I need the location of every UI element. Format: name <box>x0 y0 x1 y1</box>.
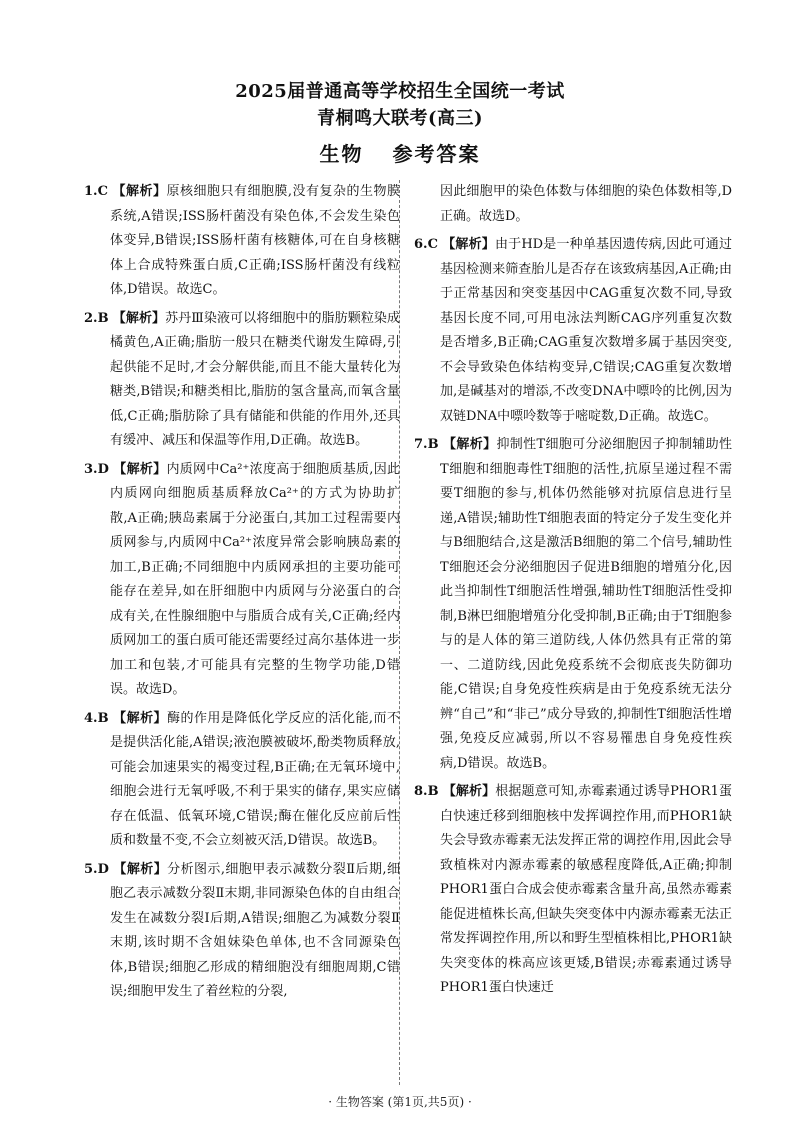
answer-label: 参考答案 <box>392 142 481 166</box>
subject-label: 生物 <box>319 142 364 166</box>
answer-item-8: 8.B 【解析】根据题意可知,赤霉素通过诱导PHOR1蛋白快速迁移到细胞核中发挥调控作用,而PHOR1缺失会导致赤霉素无法发挥正常的调控作用,因此会导致植株对内源赤霉素的敏感程度降低,A正确;抑制PHOR1蛋白合成会使赤霉素含量升高,虽然赤霉素能促进植株长高,但缺失突变体中内源赤霉素无法正常发挥调控作用,所以和野生型植株相比,PHOR1缺失突变体的株高应该更矮,B错误;赤霉素通过诱导PHOR1蛋白快速迁 <box>414 784 732 995</box>
answer-item-1: 1.C 【解析】原核细胞只有细胞膜,没有复杂的生物膜系统,A错误;ISS肠杆菌没有染色体,不会发生染色体变异,B错误;ISS肠杆菌有核糖体,可在自身核糖体上合成特殊蛋白质,C正确;ISS肠杆菌没有线粒体,D错误。故选C。 <box>84 184 400 297</box>
answer-item-5: 5.D 【解析】分析图示,细胞甲表示减数分裂Ⅱ后期,细胞乙表示减数分裂Ⅱ末期,非同源染色体的自由组合发生在减数分裂Ⅰ后期,A错误;细胞乙为减数分裂Ⅱ末期,该时期不含姐妹染色单体,也不含同源染色体,B错误;细胞乙形成的精细胞没有细胞周期,C错误;细胞甲发生了着丝粒的分裂, <box>84 861 400 999</box>
exam-title: 2025届普通高等学校招生全国统一考试 <box>235 81 565 102</box>
page-header <box>0 78 800 168</box>
answer-item-6: 6.C 【解析】由于HD是一种单基因遗传病,因此可通过基因检测来筛查胎儿是否存在该致病基因,A正确;由于正常基因和突变基因中CAG重复次数不同,导致基因长度不同,可用电泳法判断CAG序列重复次数是否增多,B正确;CAG重复次数增多属于基因突变,不会导致染色体结构变异,C错误;CAG重复次数增加,是碱基对的增添,不改变DNA中嘌呤的比例,因为双链DNA中嘌呤数等于嘧啶数,D正确。故选C。 <box>414 237 732 424</box>
answer-item-2: 2.B 【解析】苏丹Ⅲ染液可以将细胞中的脂肪颗粒染成橘黄色,A正确;脂肪一般只在糖类代谢发生障碍,引起供能不足时,才会分解供能,而且不能大量转化为糖类,B错误;和糖类相比,脂肪的氢含量高,而氧含量低,C正确;脂肪除了具有储能和供能的作用外,还具有缓冲、减压和保温等作用,D正确。故选B。 <box>84 310 400 448</box>
answer-heading <box>0 140 800 168</box>
answer-item-3: 3.D 【解析】内质网中Ca²⁺浓度高于细胞质基质,因此内质网向细胞质基质释放Ca²⁺的方式为协助扩散,A正确;胰岛素属于分泌蛋白,其加工过程需要内质网参与,内质网中Ca²⁺浓度异常会影响胰岛素的加工,B正确;不同细胞中内质网承担的主要功能可能存在差异,如在肝细胞中内质网与分泌蛋白的合成有关,在性腺细胞中与脂质合成有关,C正确;经内质网加工的蛋白质可能还需要经过高尔基体进一步加工和包装,才可能具有完整的生物学功能,D错误。故选D。 <box>84 461 400 697</box>
column-divider <box>399 180 400 1085</box>
answer-item-5-continued: 因此细胞甲的染色体数与体细胞的染色体数相等,D正确。故选D。 <box>440 184 732 224</box>
answer-item-4: 4.B 【解析】酶的作用是降低化学反应的活化能,而不是提供活化能,A错误;液泡膜被破坏,酚类物质释放,可能会加速果实的褐变过程,B正确;在无氧环境中,细胞会进行无氧呼吸,不利于果实的储存,果实应储存在低温、低氧环境,C错误;酶在催化反应前后性质和数量不变,不会立刻被灭活,D错误。故选B。 <box>84 710 400 848</box>
right-column <box>414 180 732 1005</box>
exam-subtitle: 青桐鸣大联考(高三) <box>316 108 484 129</box>
page-footer: · 生物答案 (第1页,共5页) · <box>328 1095 472 1109</box>
answer-item-7: 7.B 【解析】抑制性T细胞可分泌细胞因子抑制辅助性T细胞和细胞毒性T细胞的活性,抗原呈递过程不需要T细胞的参与,机体仍然能够对抗原信息进行呈递,A错误;辅助性T细胞表面的特定分子发生变化并与B细胞结合,这是激活B细胞的第二个信号,辅助性T细胞还会分泌细胞因子促进B细胞的增殖分化,因此当抑制性T细胞活性增强,辅助性T细胞活性受抑制,B淋巴细胞增殖分化受抑制,B正确;由于T细胞参与的是人体的第三道防线,人体仍然具有正常的第一、二道防线,因此免疫系统不会彻底丧失防御功能,C错误;自身免疫性疾病是由于免疫系统无法分辨“自己”和“非己”成分导致的,抑制性T细胞活性增强,免疫反应减弱,所以不容易罹患自身免疫性疾病,D错误。故选B。 <box>414 437 732 771</box>
left-column <box>84 180 400 1009</box>
